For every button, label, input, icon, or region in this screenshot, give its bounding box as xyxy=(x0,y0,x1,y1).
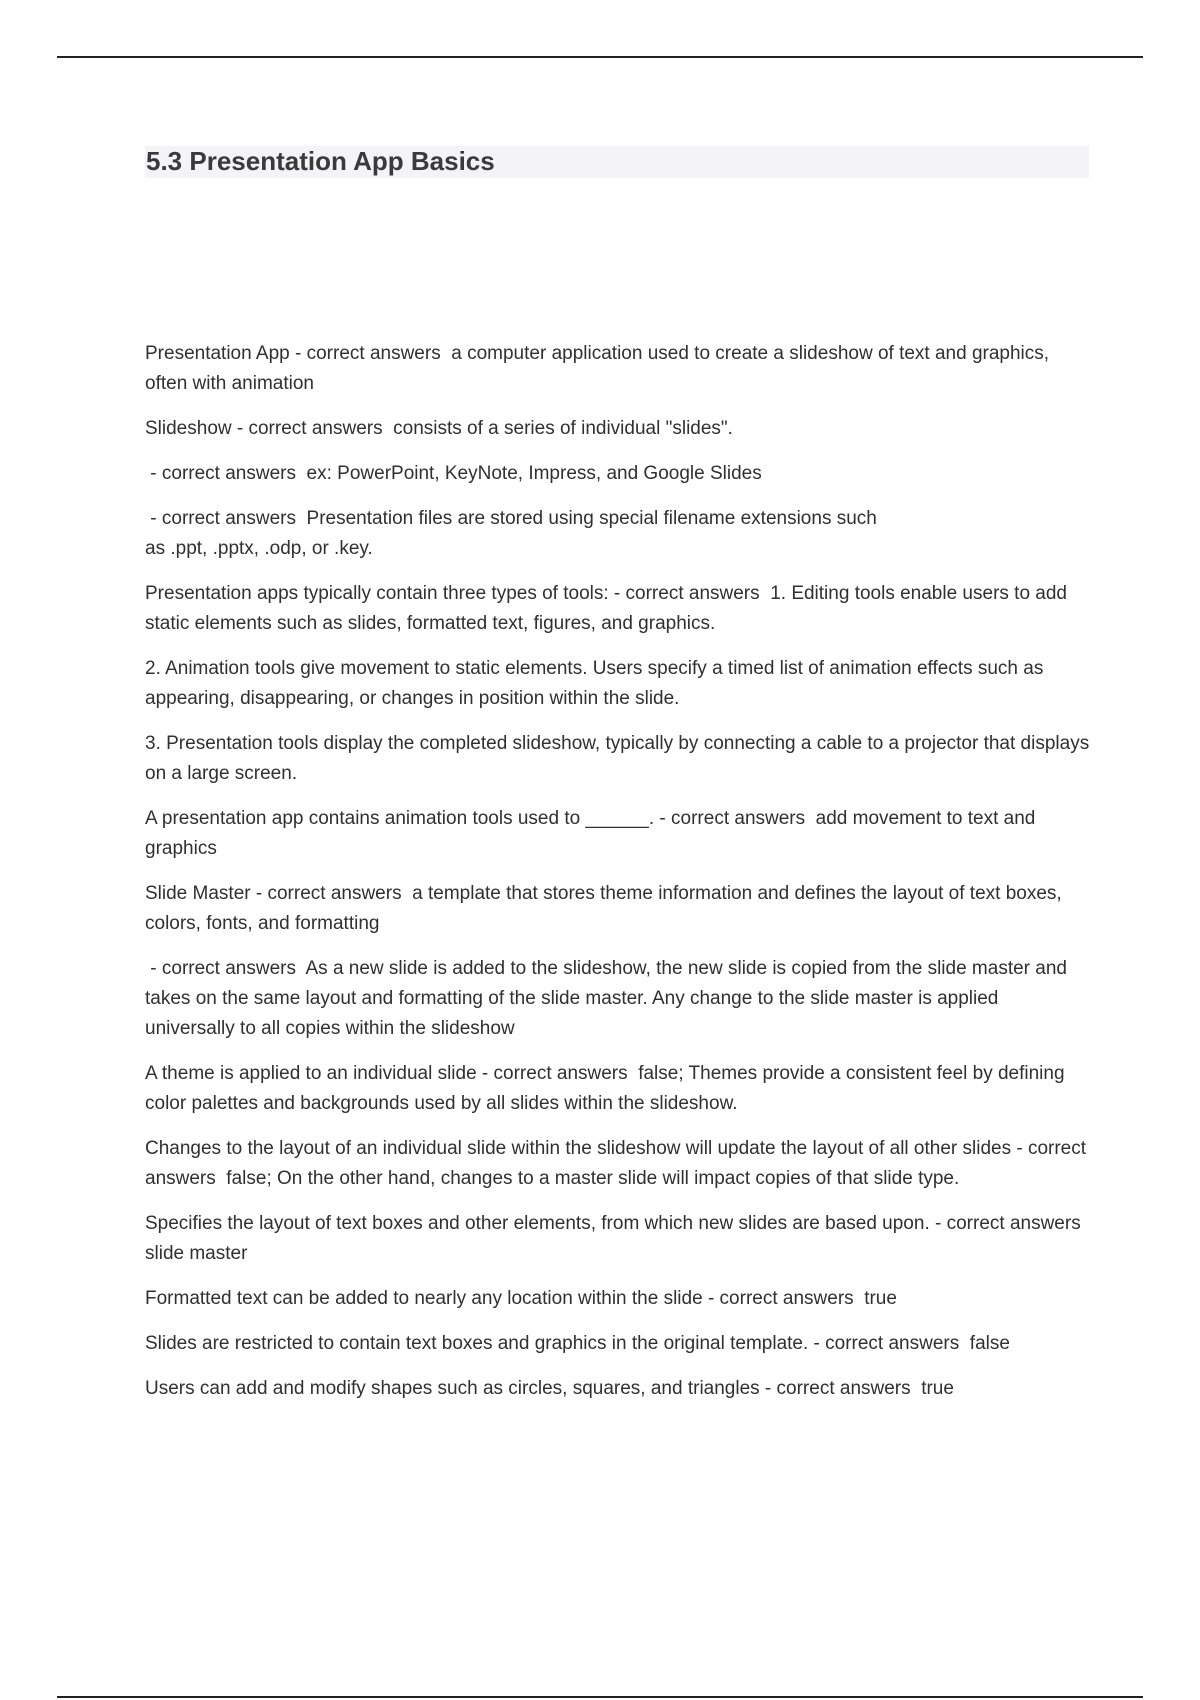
page-title: 5.3 Presentation App Basics xyxy=(146,146,495,176)
qa-entry: Changes to the layout of an individual slide within the slideshow will update the layout of all other slides - correct answers false; On the other hand, changes to a master slide will impact copies of that slide type. xyxy=(145,1138,1092,1189)
qa-entry: Presentation App - correct answers a computer application used to create a slideshow of text and graphics, often with animation xyxy=(145,343,1055,394)
qa-entry: Users can add and modify shapes such as circles, squares, and triangles - correct answers true xyxy=(145,1378,954,1399)
qa-entry: Slides are restricted to contain text boxes and graphics in the original template. - correct answers false xyxy=(145,1333,1010,1354)
qa-entry: A theme is applied to an individual slide - correct answers false; Themes provide a consistent feel by defining color palettes and backgrounds used by all slides within the slideshow. xyxy=(145,1063,1070,1114)
qa-entry: 3. Presentation tools display the completed slideshow, typically by connecting a cable to a projector that displays on a large screen. xyxy=(145,733,1095,784)
qa-entry: Presentation apps typically contain three types of tools: - correct answers 1. Editing tools enable users to add static elements such as slides, formatted text, figures, and graphics. xyxy=(145,583,1073,634)
qa-entry: Formatted text can be added to nearly any location within the slide - correct answers true xyxy=(145,1288,897,1309)
footer-rule xyxy=(57,1696,1143,1698)
document-body xyxy=(145,339,1095,1419)
qa-entry: - correct answers Presentation files are stored using special filename extensions such as .ppt, .pptx, .odp, or .key. xyxy=(145,508,877,559)
qa-entry: 2. Animation tools give movement to static elements. Users specify a timed list of animation effects such as appearing, disappearing, or changes in position within the slide. xyxy=(145,658,1049,709)
header-rule xyxy=(57,56,1143,58)
qa-entry: Slideshow - correct answers consists of a series of individual "slides". xyxy=(145,418,733,439)
qa-entry: - correct answers ex: PowerPoint, KeyNote, Impress, and Google Slides xyxy=(145,463,762,484)
qa-entry: A presentation app contains animation tools used to ______. - correct answers add movement to text and graphics xyxy=(145,808,1041,859)
qa-entry: Specifies the layout of text boxes and other elements, from which new slides are based upon. - correct answers slide master xyxy=(145,1213,1092,1264)
qa-entry: Slide Master - correct answers a template that stores theme information and defines the layout of text boxes, colors, fonts, and formatting xyxy=(145,883,1067,934)
qa-entry: - correct answers As a new slide is added to the slideshow, the new slide is copied from the slide master and takes on the same layout and formatting of the slide master. Any change to the slide master is applied universally to all copies within the slideshow xyxy=(145,958,1073,1039)
